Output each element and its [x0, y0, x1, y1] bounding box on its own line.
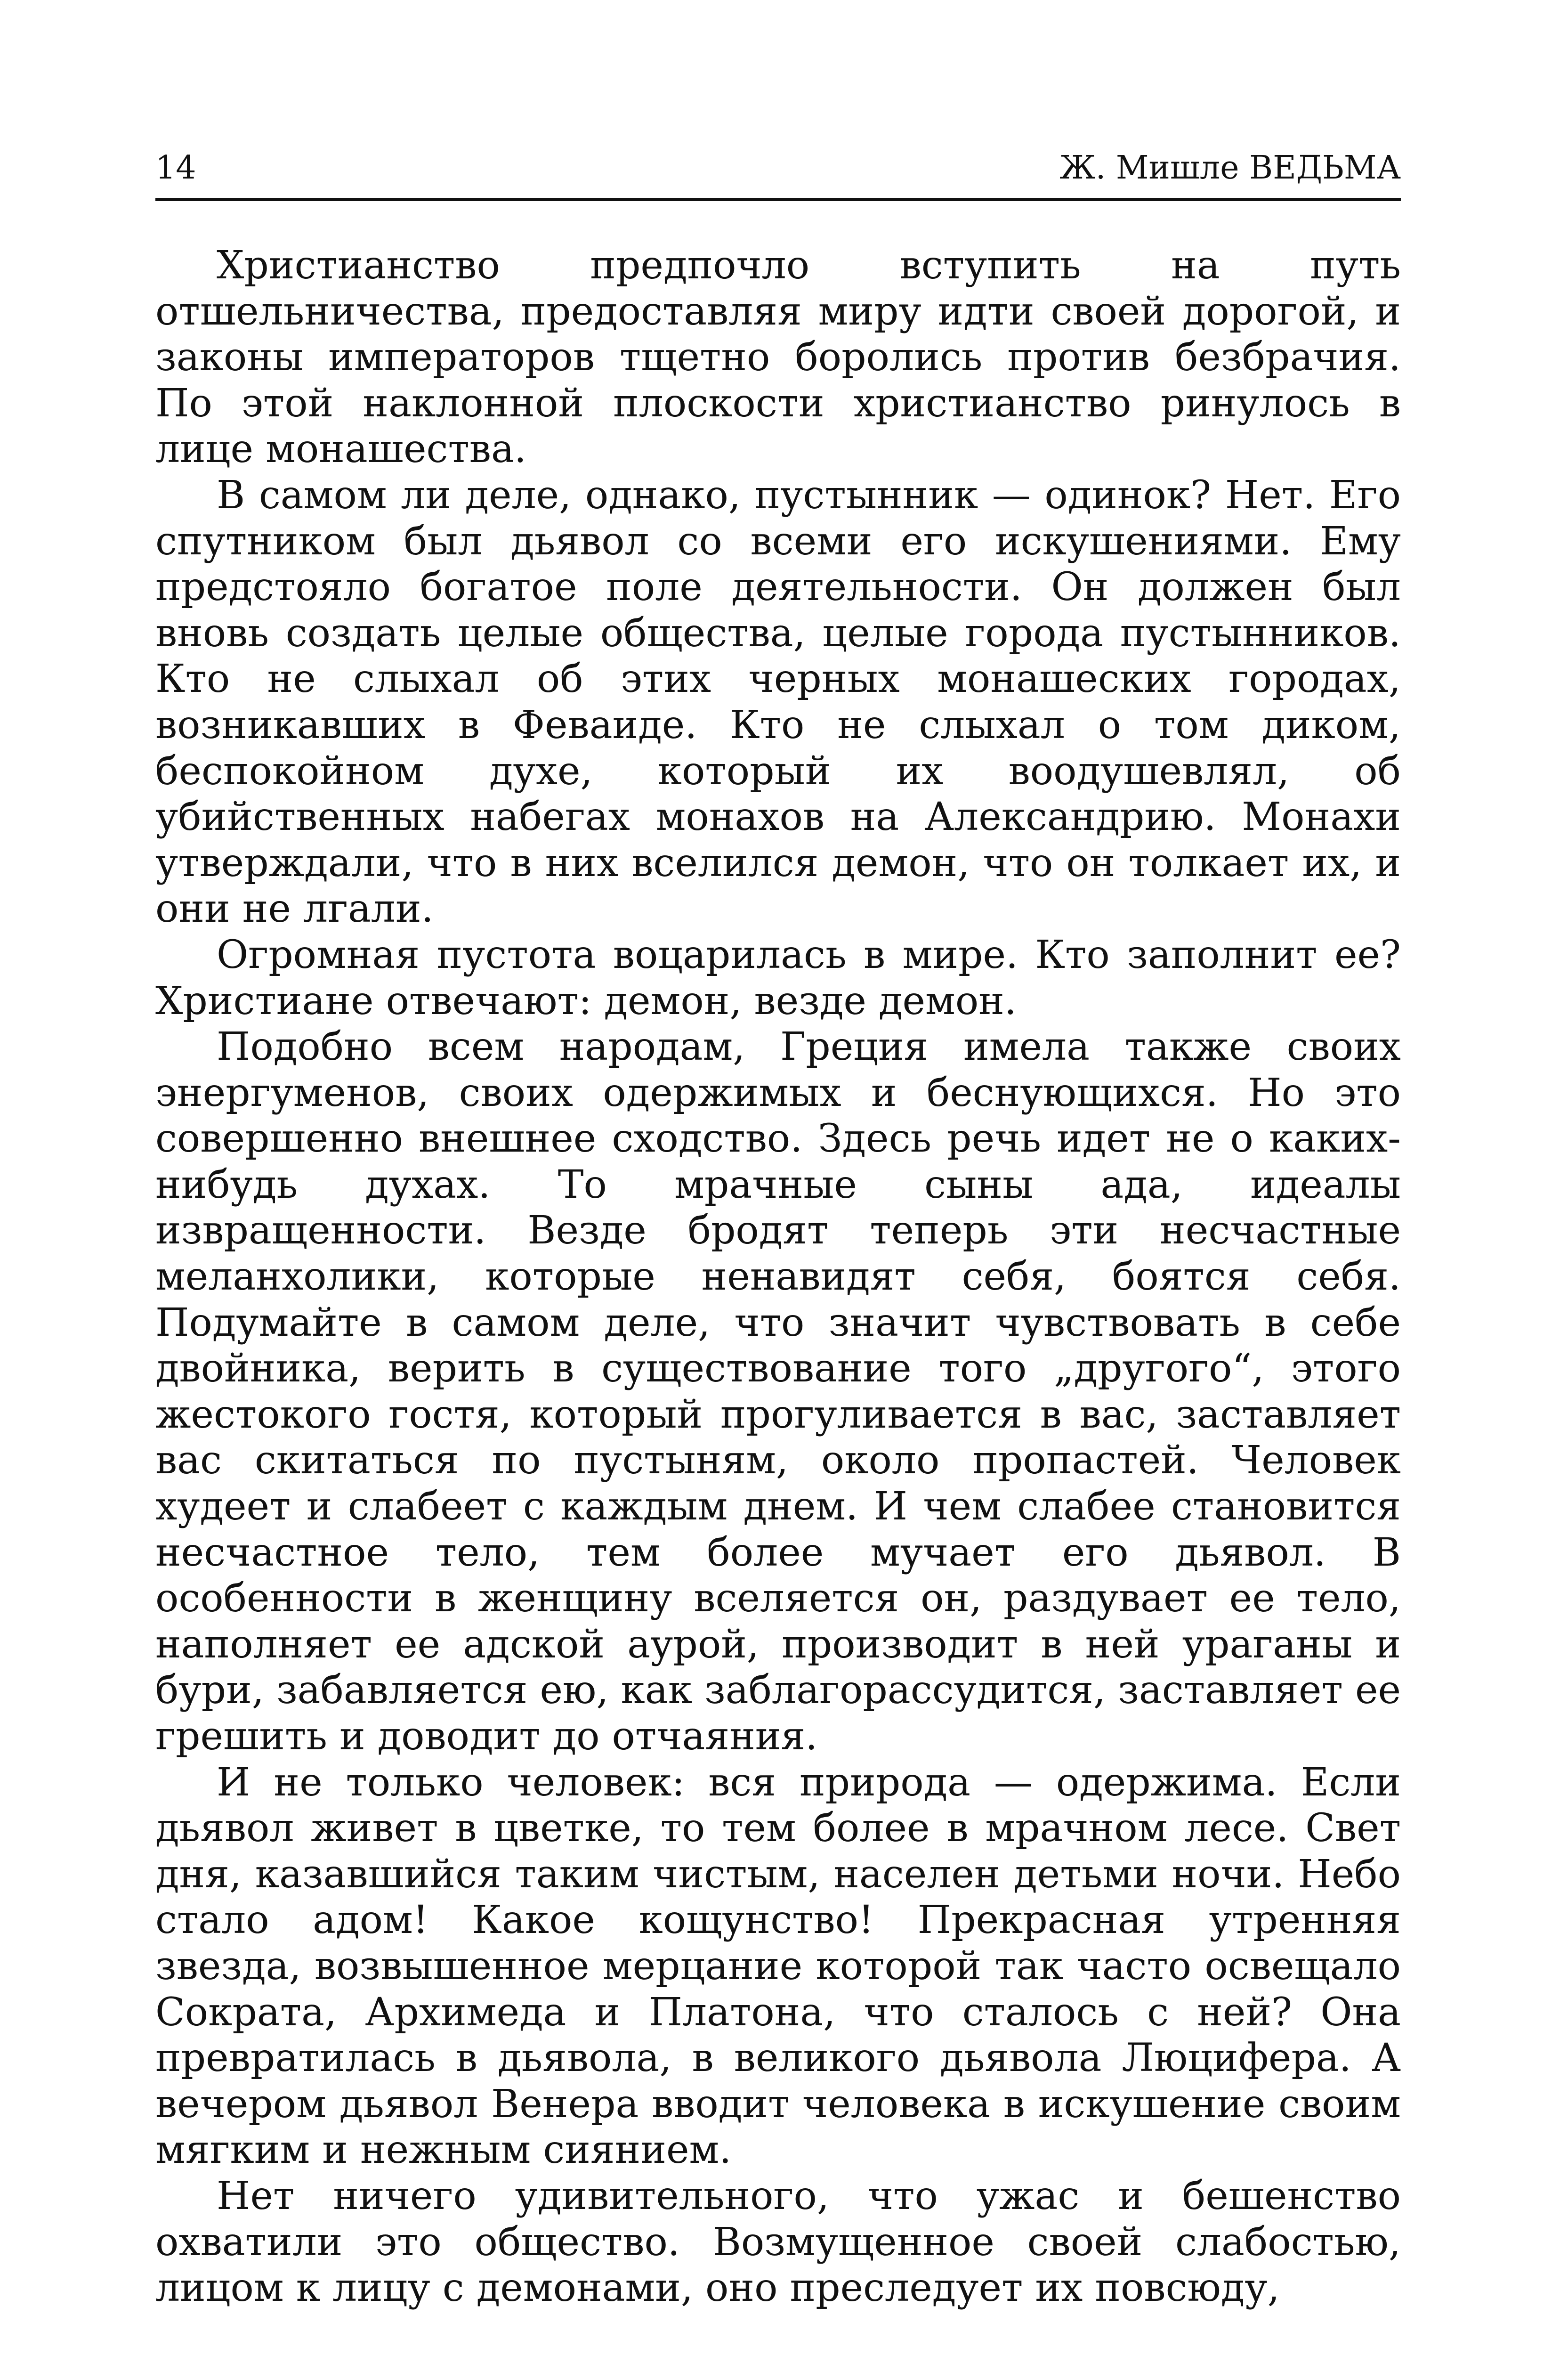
- running-title: Ж. Мишле ВЕДЬМА: [1059, 149, 1401, 187]
- paragraph-6: Нет ничего удивительного, что ужас и бешенство охватили это общество. Возмущенное своей слабостью, лицом к лицу с демонами, оно преследует их повсюду,: [155, 2173, 1401, 2311]
- paragraph-4: Подобно всем народам, Греция имела также своих энергуменов, своих одержимых и беснующихся. Но это совершенно внешнее сходство. Здесь речь идет не о каких-нибудь духах. То мрачные сыны ада, идеалы извращенности. Везде бродят теперь эти несчастные меланхолики, которые ненавидят себя, боятся себя. Подумайте в самом деле, что значит чувствовать в себе двойника, верить в существование того „другого“, этого жестокого гостя, который прогуливается в вас, заставляет вас скитаться по пустыням, около пропастей. Человек худеет и слабеет с каждым днем. И чем слабее становится несчастное тело, тем более мучает его дьявол. В особенности в женщину вселяется он, раздувает ее тело, наполняет ее адской аурой, производит в ней ураганы и бури, забавляется ею, как заблагорассудится, заставляет ее грешить и доводит до отчаяния.: [155, 1024, 1401, 1759]
- paragraph-2: В самом ли деле, однако, пустынник — одинок? Нет. Его спутником был дьявол со всеми его искушениями. Ему предстояло богатое поле деятельности. Он должен был вновь создать целые общества, целые города пустынников. Кто не слыхал об этих черных монашеских городах, возникавших в Феваиде. Кто не слыхал о том диком, беспокойном духе, который их воодушевлял, об убийственных набегах монахов на Александрию. Монахи утверждали, что в них вселился демон, что он толкает их, и они не лгали.: [155, 472, 1401, 932]
- page-number: 14: [155, 149, 196, 187]
- text-body: [155, 243, 1401, 2355]
- paragraph-3: Огромная пустота воцарилась в мире. Кто заполнит ее? Христиане отвечают: демон, везде демон.: [155, 932, 1401, 1023]
- paragraph-1: Христианство предпочло вступить на путь отшельничества, предоставляя миру идти своей дорогой, и законы императоров тщетно боролись против безбрачия. По этой наклонной плоскости христианство ринулось в лице монашества.: [155, 243, 1401, 472]
- paragraph-5: И не только человек: вся природа — одержима. Если дьявол живет в цветке, то тем более в мрачном лесе. Свет дня, казавшийся таким чистым, населен детьми ночи. Небо стало адом! Какое кощунство! Прекрасная утренняя звезда, возвышенное мерцание которой так часто освещало Сократа, Архимеда и Платона, что сталось с ней? Она превратилась в дьявола, в великого дьявола Люцифера. А вечером дьявол Венера вводит человека в искушение своим мягким и нежным сиянием.: [155, 1760, 1401, 2173]
- page-header: [155, 141, 1401, 201]
